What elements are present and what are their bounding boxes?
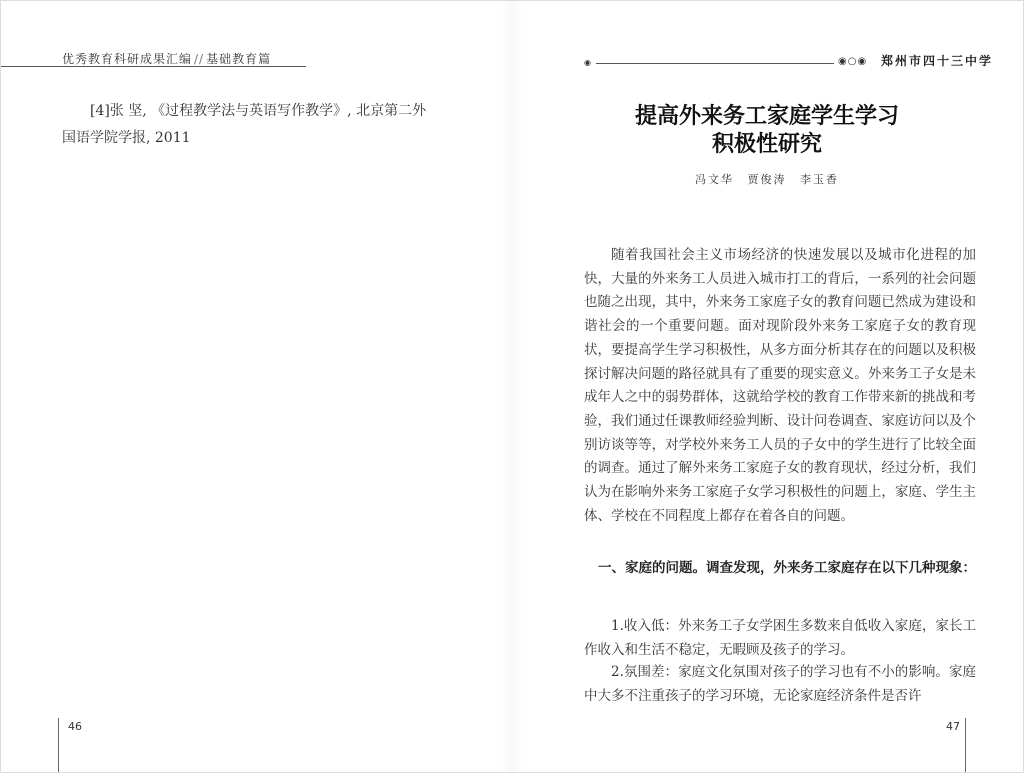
header-separator: // (194, 52, 205, 66)
school-name: 郑州市四十三中学 (881, 54, 994, 68)
title-line-2: 积极性研究 (711, 131, 822, 157)
section-name: 基础教育篇 (206, 52, 272, 66)
section-heading: 一、家庭的问题。调查发现，外来务工家庭存在以下几种现象： (598, 560, 976, 576)
reference-line-2: 国语学院学报, 2011 (62, 130, 191, 146)
series-title: 优秀教育科研成果汇编 (62, 52, 193, 66)
reference-line-1: [4]张 坚, 《过程教学法与英语写作教学》, 北京第二外 (90, 103, 427, 119)
page-number-right: 47 (946, 720, 960, 733)
intro-paragraph: 随着我国社会主义市场经济的快速发展以及城市化进程的加快，大量的外来务工人员进入城市打工的背后，一系列的社会问题也随之出现，其中，外来务工家庭子女的教育问题已然成为建设和谐社会的一个重要问题。面对现阶段外来务工家庭子女的教育现状，要提高学生学习积极性，从多方面分析其存在的问题以及积极探讨解决问题的路径就具有了重要的现实意义。外来务工子女是未成年人之中的弱势群体，这就给学校的教育工作带来新的挑战和考验，我们通过任课教师经验判断、设计问卷调查、家庭访问以及个别访谈等等，对学校外来务工人员的子女中的学生进行了比较全面的调查。通过了解外来务工家庭子女的教育现状，经过分析，我们认为在影响外来务工家庭子女学习积极性的问题上，家庭、学生主体、学校在不同程度上都存在着各自的问题。 (584, 247, 976, 524)
header-dot-icon: ◉ (584, 58, 591, 67)
title-line-1: 提高外来务工家庭学生学习 (634, 103, 899, 129)
article-authors: 冯文华 贾俊涛 李玉香 (695, 173, 839, 186)
list-item-atmosphere: 2.氛围差：家庭文化氛围对孩子的学习也有不小的影响。家庭中大多不注重孩子的学习环境，无论家庭经济条件是否许 (584, 664, 976, 704)
header-ornament-icon: ◉○◉ (838, 56, 868, 67)
page-number-left: 46 (68, 720, 82, 733)
list-item-income: 1.收入低：外来务工子女学困生多数来自低收入家庭，家长工作收入和生活不稳定，无暇顾及孩子的学习。 (584, 618, 976, 658)
